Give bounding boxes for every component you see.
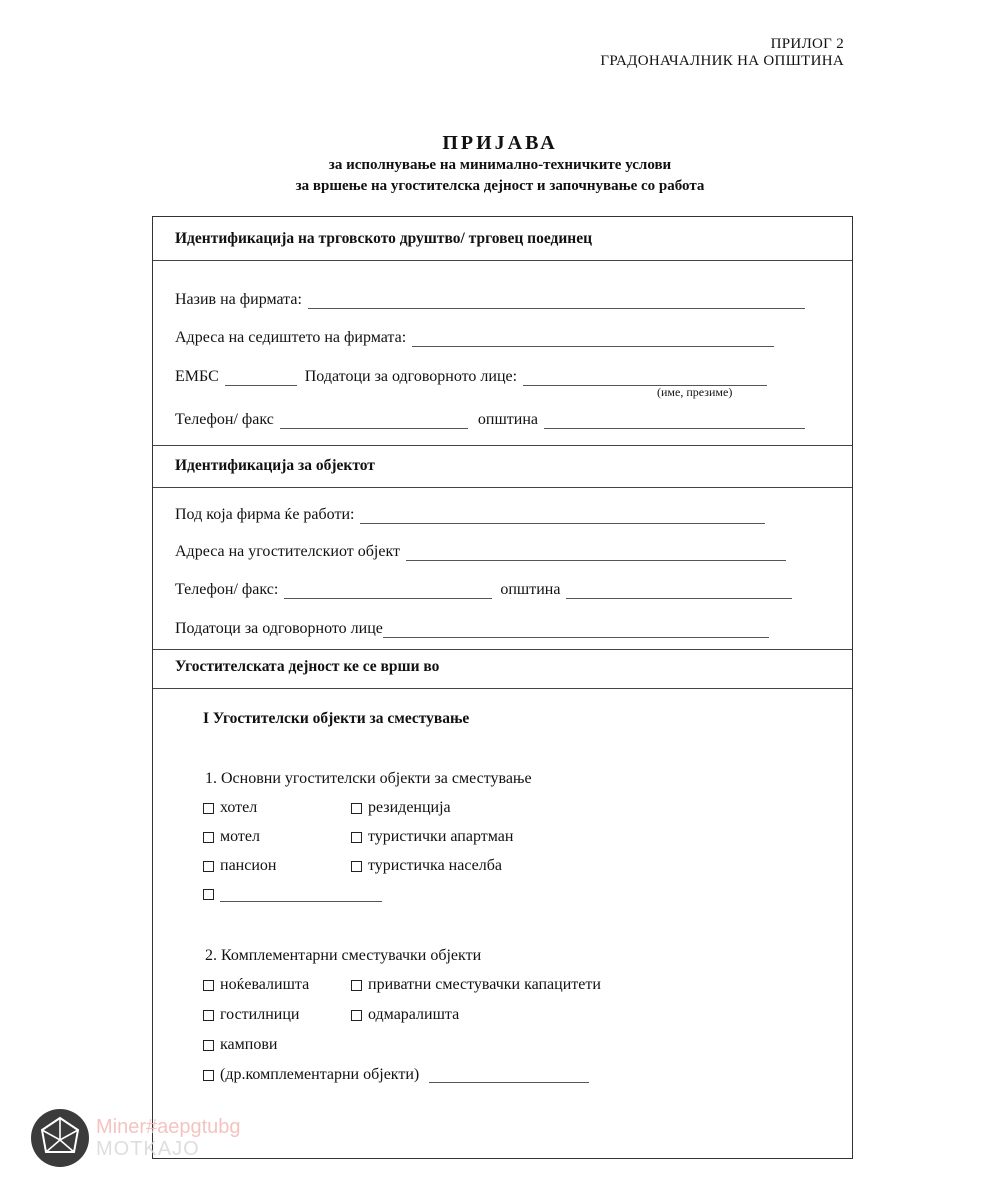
- responsible-person-label: Податоци за одговорното лице:: [304, 368, 518, 385]
- document-header: [600, 36, 844, 70]
- divider: [153, 688, 852, 689]
- phone-fax-label: Телефон/ факс: [175, 411, 274, 428]
- checkbox-inns[interactable]: [203, 1006, 299, 1024]
- checkbox-label: мотел: [220, 828, 260, 845]
- company-name-label: Назив на фирмата:: [175, 291, 302, 308]
- checkbox-square-icon[interactable]: [203, 861, 214, 872]
- checkbox-label: приватни сместувачки капацитети: [368, 976, 601, 993]
- document-subtitle-1: за исполнување на минимално-техничките услови: [328, 157, 672, 173]
- company-address-field[interactable]: [412, 330, 774, 347]
- checkbox-residence[interactable]: [351, 799, 451, 817]
- checkbox-square-icon[interactable]: [203, 980, 214, 991]
- group1-title: 1. Основни угостителски објекти за сместување: [205, 770, 532, 787]
- phone-row: [175, 411, 805, 429]
- responsible-person-field[interactable]: [523, 369, 767, 386]
- checkbox-label: туристичка населба: [368, 857, 502, 874]
- section-company-title: Идентификација на трговското друштво/ трговец поединец: [175, 230, 593, 247]
- checkbox-square-icon[interactable]: [203, 832, 214, 843]
- checkbox-resorts[interactable]: [351, 1006, 459, 1024]
- facility-phone-field[interactable]: [284, 582, 492, 599]
- checkbox-other-basic[interactable]: [203, 887, 382, 902]
- checkbox-square-icon[interactable]: [203, 1040, 214, 1051]
- checkbox-other-complementary[interactable]: [203, 1066, 589, 1084]
- checkbox-square-icon[interactable]: [351, 832, 362, 843]
- checkbox-square-icon[interactable]: [203, 1070, 214, 1081]
- company-address-row: [175, 329, 774, 347]
- name-hint: (име, презиме): [657, 385, 733, 399]
- municipality-label: општина: [477, 411, 538, 428]
- checkbox-motel[interactable]: [203, 828, 260, 846]
- annex-label: ПРИЛОГ 2: [770, 36, 844, 52]
- facility-address-row: [175, 543, 786, 561]
- checkbox-pension[interactable]: [203, 857, 276, 875]
- divider: [153, 260, 852, 261]
- checkbox-square-icon[interactable]: [351, 980, 362, 991]
- facility-address-field[interactable]: [406, 544, 786, 561]
- checkbox-label: кампови: [220, 1036, 278, 1053]
- watermark: [30, 1108, 241, 1168]
- checkbox-square-icon[interactable]: [351, 1010, 362, 1021]
- title-block: [0, 132, 1000, 196]
- facility-responsible-field[interactable]: [383, 621, 769, 638]
- facility-phone-row: [175, 581, 792, 599]
- checkbox-label: ноќевалишта: [220, 976, 310, 993]
- checkbox-label: одмаралишта: [368, 1006, 460, 1023]
- municipality-field[interactable]: [544, 412, 805, 429]
- watermark-text-1: Miner#aepgtubg: [96, 1116, 241, 1138]
- company-address-label: Адреса на седиштето на фирмата:: [175, 329, 407, 346]
- checkbox-hotel[interactable]: [203, 799, 257, 817]
- document-title: ПРИЈАВА: [442, 132, 558, 154]
- facility-municipality-label: општина: [500, 581, 561, 598]
- divider: [153, 649, 852, 650]
- checkbox-camps[interactable]: [203, 1036, 277, 1054]
- section-activity-title: Угостителската дејност ке се врши во: [175, 658, 440, 675]
- facility-responsible-row: [175, 620, 769, 638]
- watermark-text-2: MOTKAJO: [96, 1138, 200, 1160]
- other-complementary-field[interactable]: [429, 1068, 589, 1083]
- checkbox-private-accommodation[interactable]: [351, 976, 601, 994]
- checkbox-label: туристички апартман: [368, 828, 514, 845]
- operating-company-field[interactable]: [360, 507, 765, 524]
- application-form: [152, 216, 853, 1159]
- operating-company-label: Под која фирма ќе работи:: [175, 506, 355, 523]
- checkbox-square-icon[interactable]: [351, 803, 362, 814]
- checkbox-label: хотел: [220, 799, 258, 816]
- checkbox-square-icon[interactable]: [203, 803, 214, 814]
- facility-municipality-field[interactable]: [566, 582, 792, 599]
- checkbox-square-icon[interactable]: [203, 889, 214, 900]
- checkbox-tourist-apartment[interactable]: [351, 828, 513, 846]
- company-name-field[interactable]: [308, 292, 805, 309]
- embs-field[interactable]: [225, 369, 297, 386]
- category-heading: I Угостителски објекти за сместување: [203, 710, 470, 727]
- group2-title: 2. Комплементарни сместувачки објекти: [205, 947, 482, 964]
- checkbox-square-icon[interactable]: [351, 861, 362, 872]
- checkbox-label: пансион: [220, 857, 277, 874]
- embs-label: ЕМБС: [175, 368, 219, 385]
- watermark-logo-icon: [30, 1108, 90, 1168]
- other-basic-field[interactable]: [220, 887, 382, 902]
- phone-fax-field[interactable]: [280, 412, 468, 429]
- checkbox-square-icon[interactable]: [203, 1010, 214, 1021]
- checkbox-label: (др.комплементарни објекти): [220, 1066, 420, 1083]
- facility-address-label: Адреса на угостителскиот објект: [175, 543, 401, 560]
- divider: [153, 487, 852, 488]
- authority-label: ГРАДОНАЧАЛНИК НА ОПШТИНА: [600, 53, 844, 69]
- checkbox-label: гостилници: [220, 1006, 300, 1023]
- facility-phone-label: Телефон/ факс:: [175, 581, 279, 598]
- operating-company-row: [175, 506, 765, 524]
- checkbox-label: резиденција: [368, 799, 451, 816]
- checkbox-tourist-settlement[interactable]: [351, 857, 502, 875]
- company-name-row: [175, 291, 805, 309]
- facility-responsible-label: Податоци за одговорното лице: [175, 620, 383, 637]
- section-facility-title: Идентификација за објектот: [175, 457, 375, 474]
- embs-row: [175, 368, 767, 386]
- checkbox-hostels[interactable]: [203, 976, 309, 994]
- divider: [153, 445, 852, 446]
- document-subtitle-2: за вршење на угостителска дејност и започнување со работа: [295, 178, 705, 194]
